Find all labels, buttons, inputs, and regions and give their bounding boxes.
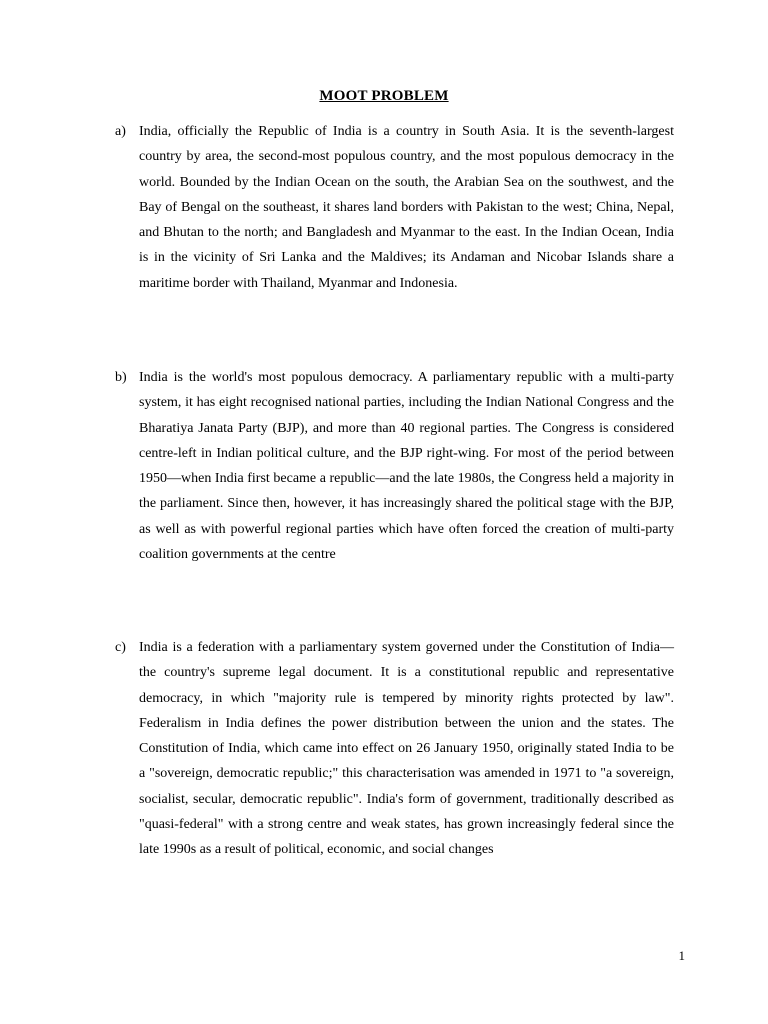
list-item-paragraph: India, officially the Republic of India is a country in South Asia. It is the seventh-largest country by area, the second-most populous country, and the most populous democracy in the world. Bounded by the Indian Ocean on the south, the Arabian Sea on the southwest, and the Bay of Bengal on the southeast, it shares land borders with Pakistan to the west; China, Nepal, and Bhutan to the north; and Bangladesh and Myanmar to the east. In the Indian Ocean, India is in the vicinity of Sri Lanka and the Maldives; its Andaman and Nicobar Islands share a maritime border with Thailand, Myanmar and Indonesia. xyxy=(139,124,674,291)
list-item-marker: c) xyxy=(115,640,126,655)
list-item-paragraph: India is a federation with a parliamentary system governed under the Constitution of India—the country's supreme legal document. It is a constitutional republic and representative democracy, in which "majority rule is tempered by minority rights protected by law". Federalism in India defines the power distribution between the union and the states. The Constitution of India, which came into effect on 26 January 1950, originally stated India to be a "sovereign, democratic republic;" this characterisation was amended in 1971 to "a sovereign, socialist, secular, democratic republic". India's form of government, traditionally described as "quasi-federal" with a strong centre and weak states, has grown increasingly federal since the late 1990s as a result of political, economic, and social changes xyxy=(139,640,674,858)
page-number: 1 xyxy=(678,948,685,963)
list-item-marker: a) xyxy=(115,124,126,139)
document-title: MOOT PROBLEM xyxy=(319,88,449,104)
list-item-paragraph: India is the world's most populous democracy. A parliamentary republic with a multi-party system, it has eight recognised national parties, including the Indian National Congress and the Bharatiya Janata Party (BJP), and more than 40 regional parties. The Congress is considered centre-left in Indian political culture, and the BJP right-wing. For most of the period between 1950—when India first became a republic—and the late 1980s, the Congress held a majority in the parliament. Since then, however, it has increasingly shared the political stage with the BJP, as well as with powerful regional parties which have often forced the creation of multi-party coalition governments at the centre xyxy=(139,370,674,563)
list-item-marker: b) xyxy=(115,370,127,385)
